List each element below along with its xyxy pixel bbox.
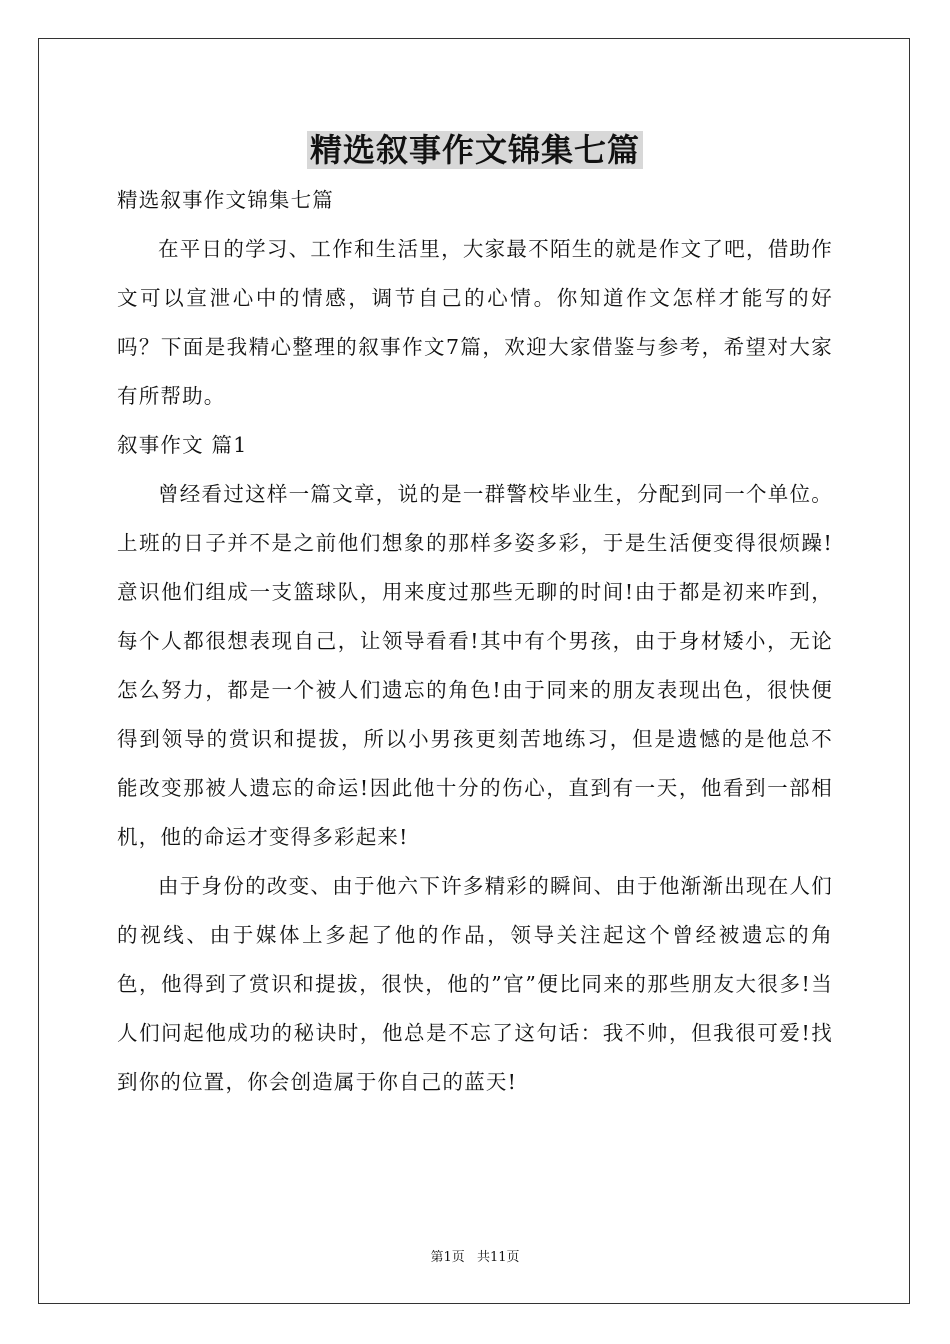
document-title-wrap (0, 128, 950, 172)
page-number: 第1页 (430, 1250, 465, 1265)
paragraph-intro: 在平日的学习、工作和生活里，大家最不陌生的就是作文了吧，借助作文可以宣泄心中的情感，调节自己的心情。你知道作文怎样才能写的好吗？下面是我精心整理的叙事作文7篇，欢迎大家借鉴与参考，希望对大家有所帮助。 (117, 237, 833, 408)
document-title: 精选叙事作文锦集七篇 (307, 131, 643, 169)
paragraph-heading: 精选叙事作文锦集七篇 (117, 188, 334, 212)
section-heading: 叙事作文 篇1 (117, 433, 248, 457)
document-body (117, 176, 833, 1107)
page-footer (0, 1246, 950, 1265)
paragraph-story-continued: 由于身份的改变、由于他六下许多精彩的瞬间、由于他渐渐出现在人们的视线、由于媒体上多起了他的作品，领导关注起这个曾经被遗忘的角色，他得到了赏识和提拔，很快，他的”官”便比同来的那些朋友大很多!当人们问起他成功的秘诀时，他总是不忘了这句话：我不帅，但我很可爱!找到你的位置，你会创造属于你自己的蓝天! (117, 874, 833, 1094)
page-total: 共11页 (476, 1250, 520, 1265)
paragraph-story: 曾经看过这样一篇文章，说的是一群警校毕业生，分配到同一个单位。上班的日子并不是之前他们想象的那样多姿多彩，于是生活便变得很烦躁!意识他们组成一支篮球队，用来度过那些无聊的时间!由于都是初来咋到，每个人都很想表现自己，让领导看看!其中有个男孩，由于身材矮小，无论怎么努力，都是一个被人们遗忘的角色!由于同来的朋友表现出色，很快便得到领导的赏识和提拔，所以小男孩更刻苦地练习，但是遗憾的是他总不能改变那被人遗忘的命运!因此他十分的伤心，直到有一天，他看到一部相机，他的命运才变得多彩起来! (117, 482, 833, 849)
